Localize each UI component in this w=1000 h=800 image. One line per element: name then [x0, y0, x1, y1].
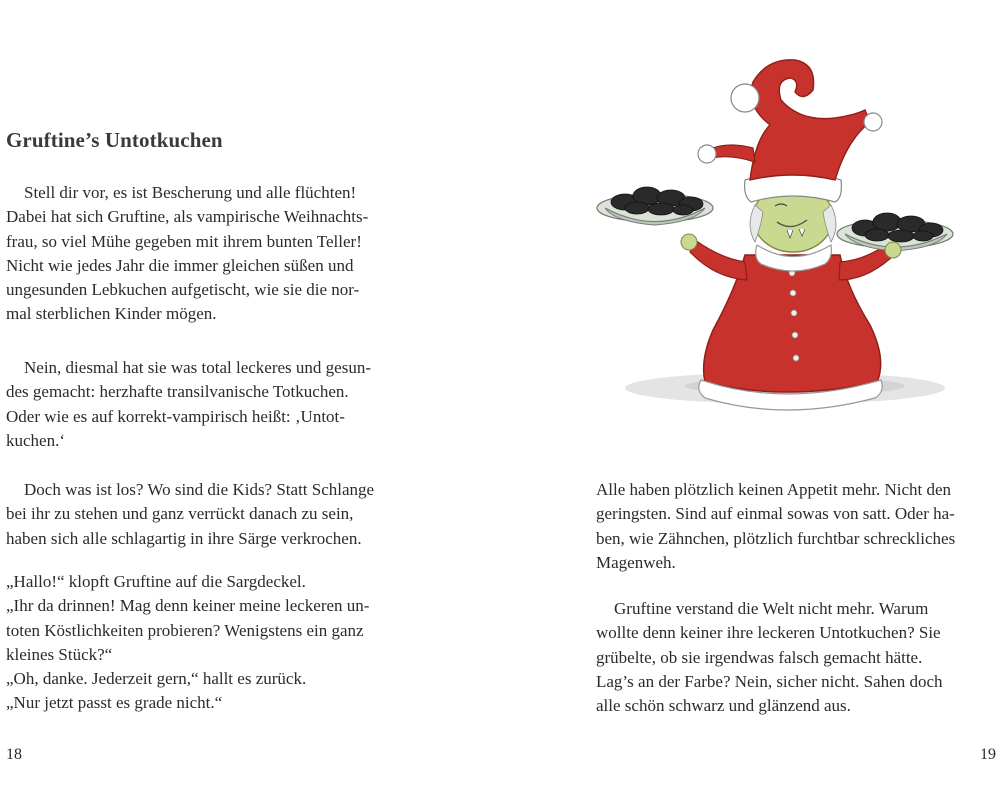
right-paragraph-1 [596, 478, 998, 575]
hat-left-tip [711, 145, 755, 162]
page-number-right: 19 [980, 746, 996, 763]
text-line: Lag’s an der Farbe? Nein, sicher nicht. Sahen doch [596, 671, 943, 691]
vampire-christmas-woman-illustration [595, 30, 965, 430]
text-line: Nicht wie jedes Jahr die immer gleichen süßen und [6, 255, 354, 275]
paragraph-2 [6, 356, 408, 453]
text-line: ben, wie Zähnchen, plötzlich furchtbar schreckliches [596, 528, 956, 548]
text-line: Stell dir vor, es ist Bescherung und alle flüchten! [24, 183, 357, 202]
left-hand [681, 234, 697, 250]
text-line: kuchen.‘ [6, 430, 66, 450]
text-line: Magenweh. [596, 552, 676, 572]
text-line: haben sich alle schlagartig in ihre Särge verkrochen. [6, 528, 362, 548]
left-plate [597, 187, 713, 225]
text-line: kleines Stück?“ [6, 644, 113, 664]
text-line: „Hallo!“ klopft Gruftine auf die Sargdeckel. [6, 572, 306, 591]
text-line: des gemacht: herzhafte transilvanische Totkuchen. [6, 382, 349, 402]
text-line: grübelte, ob sie irgendwas falsch gemacht hätte. [596, 647, 923, 667]
paragraph-4 [6, 570, 408, 716]
text-line: „Nur jetzt passt es grade nicht.“ [6, 693, 223, 713]
text-line: „Oh, danke. Jederzeit gern,“ hallt es zurück. [6, 669, 307, 689]
text-line: geringsten. Sind auf einmal sowas von satt. Oder ha- [596, 504, 955, 524]
text-line: frau, so viel Mühe gegeben mit ihrem bunten Teller! [6, 231, 362, 251]
text-line: mal sterblichen Kinder mögen. [6, 304, 217, 324]
dark-cakes [852, 213, 943, 242]
text-line: Doch was ist los? Wo sind die Kids? Statt Schlange [24, 480, 375, 499]
page-number-left: 18 [6, 746, 22, 763]
text-line: wollte denn keiner ihre leckeren Untotkuchen? Sie [596, 623, 941, 643]
text-line: Nein, diesmal hat sie was total leckeres und gesun- [24, 358, 371, 377]
right-paragraph-2 [596, 597, 998, 718]
text-line: ungesunden Lebkuchen aufgetischt, wie sie die nor- [6, 280, 360, 300]
text-line: toten Köstlichkeiten probieren? Wenigstens ein ganz [6, 620, 364, 640]
right-hand [885, 242, 901, 258]
pompom-right [864, 113, 882, 131]
text-line: Alle haben plötzlich keinen Appetit mehr. Nicht den [596, 480, 952, 499]
text-line: alle schön schwarz und glänzend aus. [596, 696, 851, 716]
text-line: bei ihr zu stehen und ganz verrückt danach zu sein, [6, 504, 354, 524]
text-line: Oder wie es auf korrekt-vampirisch heißt: ‚Untot- [6, 406, 345, 426]
text-line: Dabei hat sich Gruftine, als vampirische Weihnachts- [6, 207, 369, 227]
text-line: „Ihr da drinnen! Mag denn keiner meine leckeren un- [6, 596, 370, 616]
left-arm [690, 240, 747, 280]
hat [750, 60, 870, 180]
paragraph-1 [6, 181, 408, 327]
paragraph-3 [6, 478, 408, 551]
page-title: Gruftine’s Untotkuchen [6, 128, 223, 152]
text-line: Gruftine verstand die Welt nicht mehr. Warum [614, 599, 929, 618]
pompom-top [731, 84, 759, 112]
pompom-left [698, 145, 716, 163]
